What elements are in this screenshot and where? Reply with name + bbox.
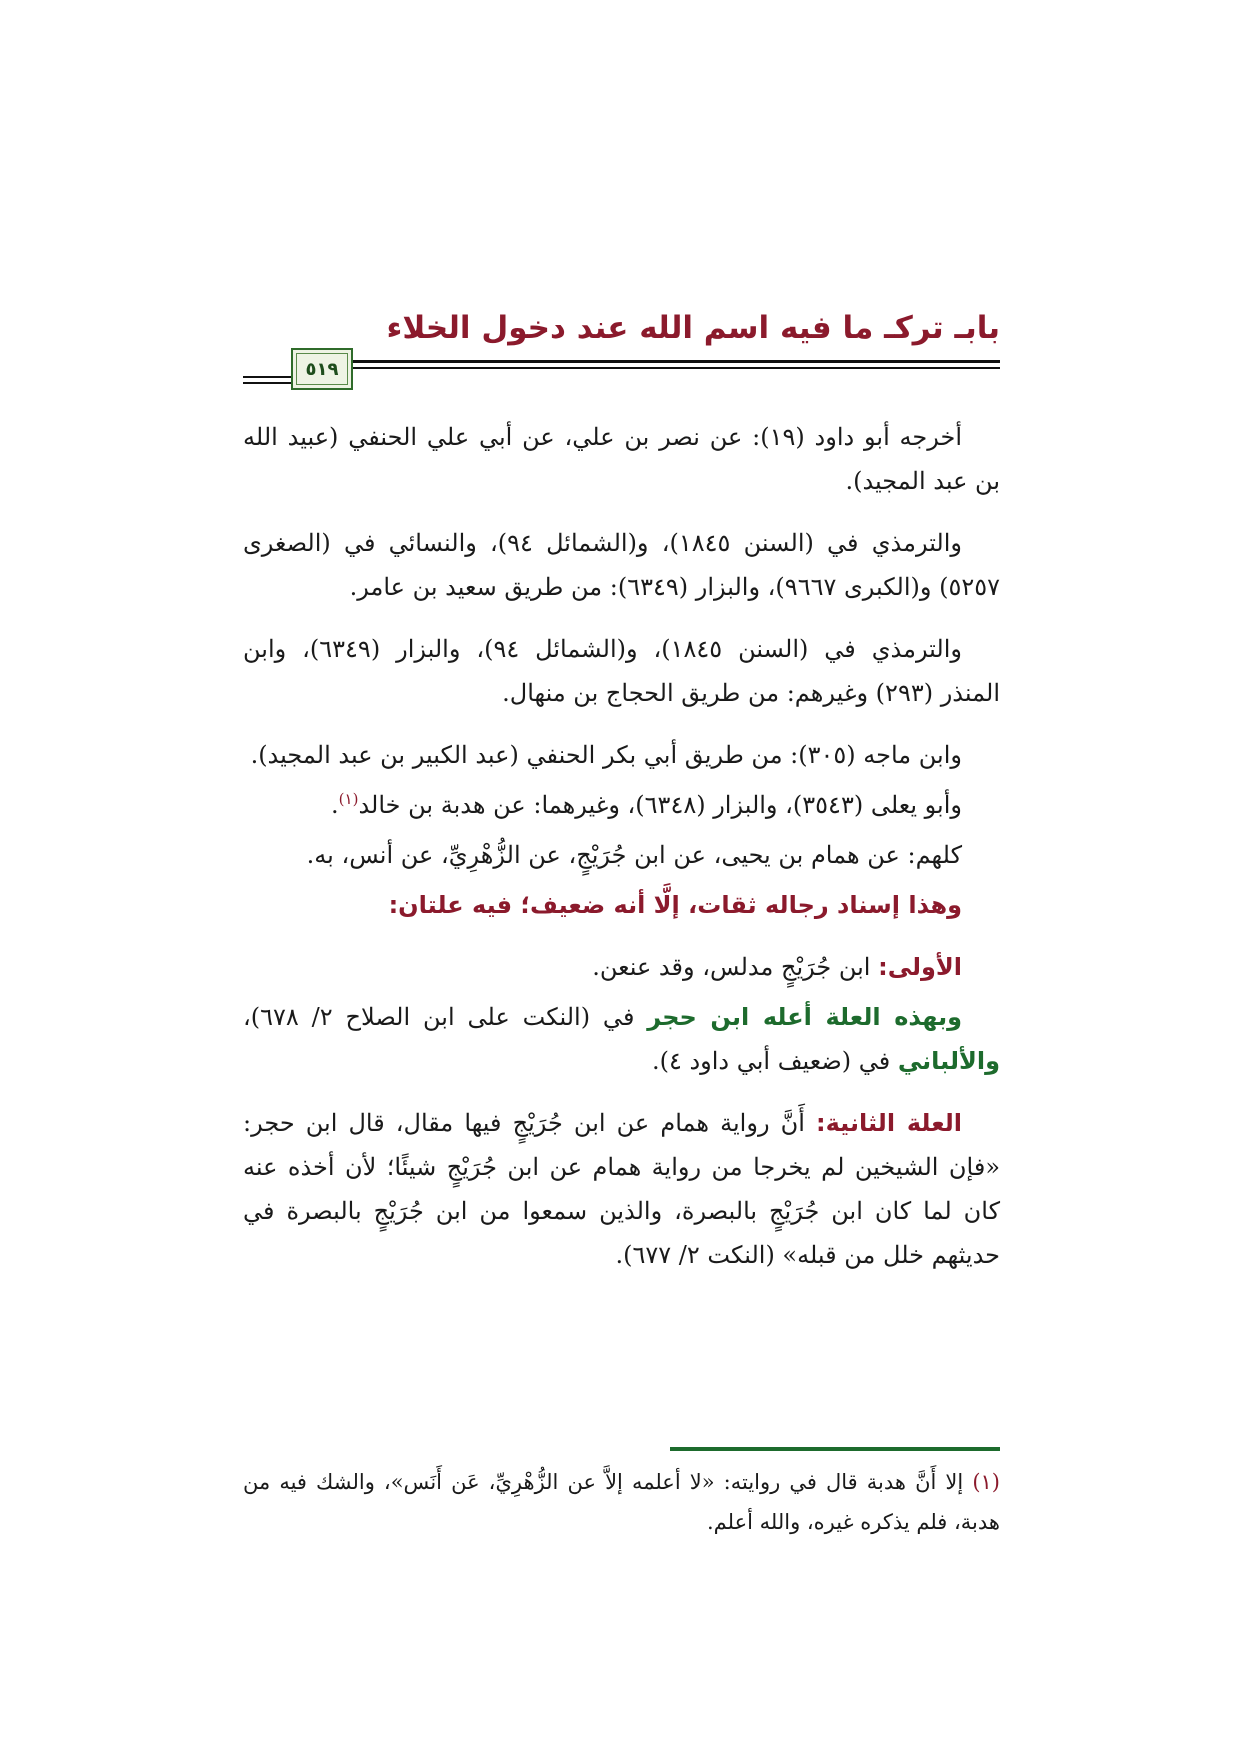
footnote-number: (١) xyxy=(972,1470,1000,1494)
paragraph-tirmidhi-2 xyxy=(243,627,1000,715)
paragraph-text: في (النكت على ابن الصلاح ٢/ ٦٧٨)، xyxy=(243,1003,648,1031)
header-rule-right-1 xyxy=(351,360,1000,363)
page-number-badge xyxy=(291,348,353,390)
footnote-text: إلا أَنَّ هدبة قال في روايته: «لا أعلمه إلاَّ عن الزُّهْرِيِّ، عَن أَنَس»، والشك فيه من هدبة، فلم يذكره غيره، والله أعلم. xyxy=(243,1470,1000,1534)
paragraph-tirmidhi-1 xyxy=(243,521,1000,609)
page-header xyxy=(243,300,1000,410)
ibn-hajar-label: وبهذه العلة أعله ابن حجر xyxy=(647,1003,962,1031)
first-defect-label: الأولى: xyxy=(878,953,962,981)
paragraph-text: في (ضعيف أبي داود ٤). xyxy=(651,1047,898,1075)
isnad-verdict-heading: وهذا إسناد رجاله ثقات، إلَّا أنه ضعيف؛ فيه علتان: xyxy=(388,891,962,919)
paragraph-text: ابن جُرَيْجٍ مدلس، وقد عنعن. xyxy=(592,953,879,981)
paragraph-second-defect xyxy=(243,1101,1000,1277)
header-rule-left-1 xyxy=(243,376,293,378)
main-text xyxy=(243,415,1000,1295)
second-defect-label: العلة الثانية: xyxy=(816,1109,963,1137)
footnote-separator xyxy=(670,1447,1000,1451)
paragraph-text: . xyxy=(331,791,339,819)
header-rule-left-2 xyxy=(243,382,293,384)
header-rule-right-2 xyxy=(351,367,1000,369)
footnote-reference[interactable]: (١) xyxy=(338,790,359,808)
paragraph-first-defect xyxy=(243,945,1000,989)
paragraph-ibn-majah xyxy=(243,733,1000,777)
footnote-1 xyxy=(243,1462,1000,1542)
paragraph-text: كلهم: عن همام بن يحيى، عن ابن جُرَيْجٍ، عن الزُّهْرِيِّ، عن أنس، به. xyxy=(306,841,962,869)
paragraph-text: أَنَّ رواية همام عن ابن جُرَيْجٍ فيها مقال، قال ابن حجر: «فإن الشيخين لم يخرجا من رواية همام عن ابن جُرَيْجٍ شيئًا؛ لأن أخذه عنه كان لما كان ابن جُرَيْجٍ بالبصرة، والذين سمعوا من ابن جُرَيْجٍ بالبصرة في حديثهم خلل من قبله» (النكت ٢/ ٦٧٧). xyxy=(243,1109,1000,1269)
paragraph-abu-yala xyxy=(243,783,1000,827)
paragraph-ibn-hajar xyxy=(243,995,1000,1083)
page-number: ٥١٩ xyxy=(305,358,339,380)
paragraph-text: أخرجه أبو داود (١٩): عن نصر بن علي، عن أبي علي الحنفي (عبيد الله بن عبد المجيد). xyxy=(243,423,1000,495)
paragraph-abu-dawud xyxy=(243,415,1000,503)
paragraph-isnad-verdict xyxy=(243,883,1000,927)
chapter-title: بابـ تركـ ما فيه اسم الله عند دخول الخلاء xyxy=(386,310,1000,346)
paragraph-kulluhum xyxy=(243,833,1000,877)
footnotes xyxy=(243,1462,1000,1542)
paragraph-text: والترمذي في (السنن ١٨٤٥)، و(الشمائل ٩٤)، والبزار (٦٣٤٩)، وابن المنذر (٢٩٣) وغيرهم: من طريق الحجاج بن منهال. xyxy=(243,635,1000,707)
paragraph-text: وأبو يعلى (٣٥٤٣)، والبزار (٦٣٤٨)، وغيرهما: عن هدبة بن خالد xyxy=(358,791,962,819)
albani-label: والألباني xyxy=(897,1047,1000,1075)
paragraph-text: وابن ماجه (٣٠٥): من طريق أبي بكر الحنفي (عبد الكبير بن عبد المجيد). xyxy=(250,741,962,769)
paragraph-text: والترمذي في (السنن ١٨٤٥)، و(الشمائل ٩٤)، والنسائي في (الصغرى ٥٢٥٧) و(الكبرى ٩٦٦٧)، والبزار (٦٣٤٩): من طريق سعيد بن عامر. xyxy=(243,529,1000,601)
